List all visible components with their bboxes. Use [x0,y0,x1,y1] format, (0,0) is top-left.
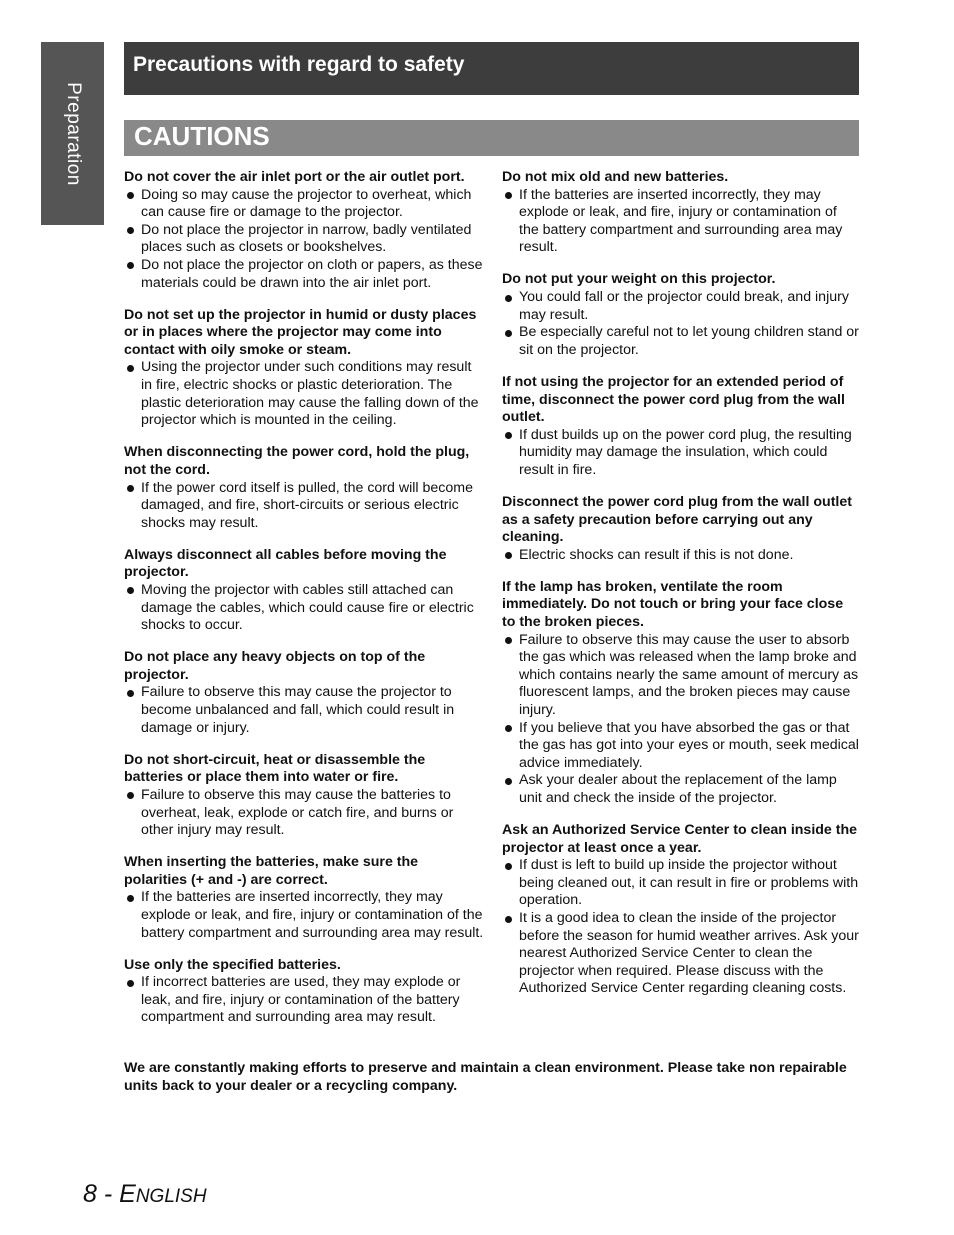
caution-block [124,957,484,1027]
caution-block [124,307,484,430]
caution-bullet-list [124,684,484,737]
caution-bullet: Do not place the projector on cloth or papers, as these materials could be drawn into the air inlet port. [124,257,484,292]
caution-block [502,169,860,257]
caution-bullet-list [502,632,860,808]
page-header [124,42,859,95]
caution-heading: Do not place any heavy objects on top of the projector. [124,649,426,683]
caution-bullet: Doing so may cause the projector to overheat, which can cause fire or damage to the projector. [124,187,484,222]
caution-block [502,579,860,808]
caution-bullet-list [502,857,860,998]
caution-bullet-list [502,547,860,565]
right-column [502,169,860,1013]
caution-bullet: Ask your dealer about the replacement of the lamp unit and check the inside of the projector. [502,772,860,807]
caution-bullet: Moving the projector with cables still attached can damage the cables, which could cause fire or electric shocks to occur. [124,582,484,635]
caution-block [124,752,484,840]
section-title: CAUTIONS [134,121,270,151]
caution-bullet: Failure to observe this may cause the user to absorb the gas which was released when the lamp broke and which contains nearly the same amount of mercury as fluorescent lamps, and the broken pieces may cause injury. [502,632,860,720]
caution-bullet: Do not place the projector in narrow, badly ventilated places such as closets or bookshelves. [124,222,484,257]
left-column [124,169,484,1042]
page-language-initial: E [119,1180,136,1208]
caution-bullet-list [502,427,860,480]
caution-heading: If the lamp has broken, ventilate the room immediately. Do not touch or bring your face close to the broken pieces. [502,578,844,631]
caution-heading: Do not mix old and new batteries. [502,169,729,185]
footer-note: We are constantly making efforts to preserve and maintain a clean environment. Please take non repairable units back to your dealer or a recycling company. [124,1060,847,1094]
caution-block [124,169,484,292]
section-header [124,120,859,156]
caution-bullet: Failure to observe this may cause the projector to become unbalanced and fall, which could result in damage or injury. [124,684,484,737]
caution-bullet: Failure to observe this may cause the batteries to overheat, leak, explode or catch fire, and burns or other injury may result. [124,787,484,840]
caution-heading: Do not short-circuit, heat or disassemble the batteries or place them into water or fire. [124,751,426,786]
caution-block [502,822,860,998]
caution-block [124,444,484,532]
side-tab-label: Preparation [62,81,84,186]
caution-heading: Do not put your weight on this projector. [502,271,776,288]
caution-bullet: If dust is left to build up inside the projector without being cleaned out, it can result in fire or problems with operation. [502,857,860,910]
caution-bullet: You could fall or the projector could break, and injury may result. [502,289,860,324]
caution-bullet-list [502,187,860,257]
caution-bullet: If the batteries are inserted incorrectly, they may explode or leak, and fire, injury or contamination of the battery compartment and surrounding area may result. [124,889,484,942]
page-number [83,1180,207,1209]
caution-bullet: If incorrect batteries are used, they may explode or leak, and fire, injury or contamination of the battery compartment and surrounding area may result. [124,974,484,1027]
caution-heading: Use only the specified batteries. [124,956,341,973]
page-number-prefix: 8 - [83,1180,120,1208]
caution-heading: When disconnecting the power cord, hold the plug, not the cord. [124,444,470,478]
caution-block [124,649,484,737]
caution-heading: If not using the projector for an extended period of time, disconnect the power cord plug from the wall outlet. [502,373,845,426]
caution-bullet-list [124,974,484,1027]
caution-bullet: If you believe that you have absorbed the gas or that the gas has got into your eyes or mouth, seek medical advice immediately. [502,720,860,773]
caution-bullet: It is a good idea to clean the inside of the projector before the season for humid weather arrives. Ask your nearest Authorized Service Center to clean the projector when required. Please discuss with the Authorized Service Center regarding cleaning costs. [502,910,860,998]
caution-block [502,374,860,480]
page-language-rest: NGLISH [135,1186,207,1207]
caution-bullet-list [124,582,484,635]
caution-bullet: Using the projector under such conditions may result in fire, electric shocks or plastic deterioration. The plastic deterioration may cause the falling down of the projector which is mounted in the ceiling. [124,359,484,429]
page-title: Precautions with regard to safety [133,53,465,76]
caution-block [502,271,860,359]
caution-block [502,494,860,564]
caution-block [124,547,484,635]
caution-heading: When inserting the batteries, make sure the polarities (+ and -) are correct. [124,854,419,888]
caution-bullet: If dust builds up on the power cord plug, the resulting humidity may damage the insulation, which could result in fire. [502,427,860,480]
caution-heading: Do not set up the projector in humid or dusty places or in places where the projector may come into contact with oily smoke or steam. [124,306,477,358]
caution-bullet-list [124,359,484,429]
caution-bullet-list [124,480,484,533]
caution-heading: Disconnect the power cord plug from the wall outlet as a safety precaution before carrying out any cleaning. [502,494,852,546]
caution-heading: Ask an Authorized Service Center to clean inside the projector at least once a year. [502,822,858,856]
caution-bullet: Be especially careful not to let young children stand or sit on the projector. [502,324,860,359]
caution-bullet-list [124,187,484,293]
side-tab-preparation [41,42,104,225]
caution-bullet: If the power cord itself is pulled, the cord will become damaged, and fire, short-circuits or serious electric shocks may result. [124,480,484,533]
caution-bullet-list [124,889,484,942]
caution-block [124,854,484,942]
caution-heading: Do not cover the air inlet port or the air outlet port. [124,169,465,185]
caution-bullet-list [502,289,860,359]
caution-bullet-list [124,787,484,840]
caution-bullet: If the batteries are inserted incorrectly, they may explode or leak, and fire, injury or contamination of the battery compartment and surrounding area may result. [502,187,860,257]
caution-bullet: Electric shocks can result if this is not done. [502,547,860,565]
caution-heading: Always disconnect all cables before moving the projector. [124,546,447,581]
